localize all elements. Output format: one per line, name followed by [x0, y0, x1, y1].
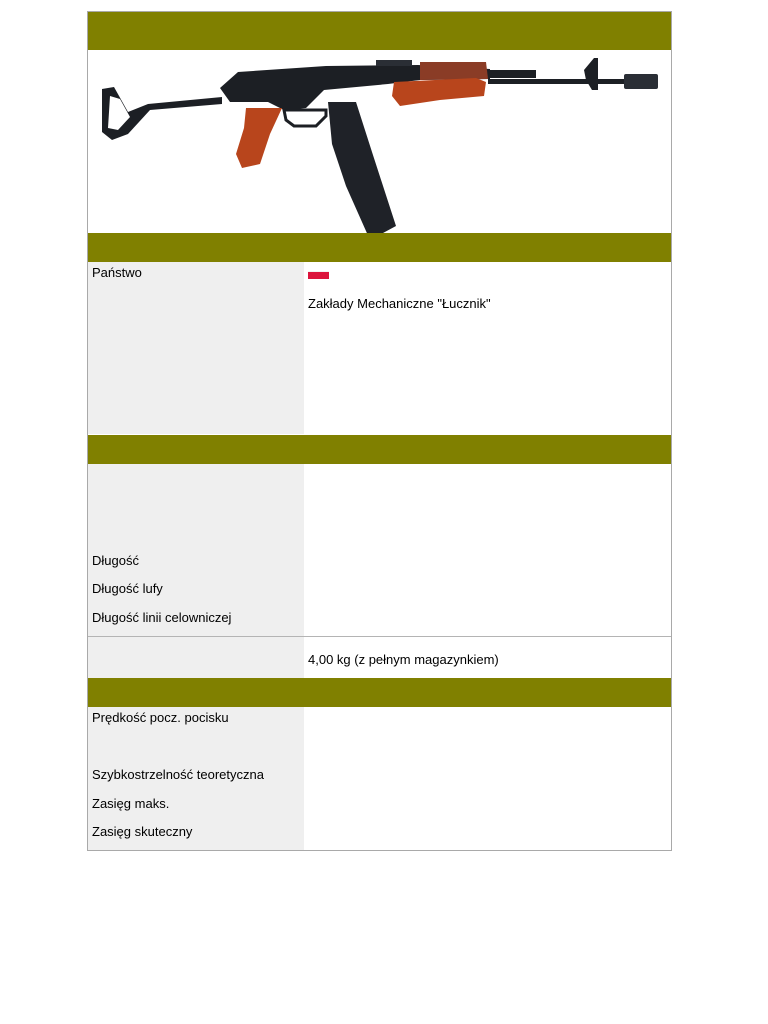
folding-stock-shape — [102, 87, 222, 140]
magazine-shape — [328, 102, 396, 233]
effective-range-label: Zasięg skuteczny — [92, 824, 193, 839]
section-band-dimensions — [88, 435, 671, 464]
barrel-shape — [488, 79, 628, 84]
general-value-cell — [304, 262, 671, 434]
pistol-grip-shape — [236, 108, 282, 168]
performance-value-cell — [304, 707, 671, 850]
weight-value-cell — [304, 637, 671, 678]
front-sight-shape — [584, 58, 598, 90]
manufacturer-value: Zakłady Mechaniczne "Łucznik" — [308, 296, 491, 311]
sight-line-length-label: Długość linii celowniczej — [92, 610, 232, 625]
performance-label-cell — [88, 707, 304, 850]
dimensions-label-cell — [88, 464, 304, 636]
section-band-performance — [88, 678, 671, 707]
country-label: Państwo — [92, 265, 142, 280]
general-label-cell — [88, 262, 304, 434]
upper-handguard-shape — [420, 62, 488, 80]
rifle-image — [88, 50, 671, 233]
rifle-photo-svg — [88, 50, 671, 233]
trigger-guard-shape — [284, 110, 326, 126]
section-band-general — [88, 233, 671, 262]
dimensions-value-cell — [304, 464, 671, 636]
infobox-title-band — [88, 12, 671, 50]
weight-value: 4,00 kg (z pełnym magazynkiem) — [308, 652, 499, 667]
gas-tube-shape — [488, 70, 536, 78]
lower-handguard-shape — [392, 78, 486, 106]
rate-of-fire-label: Szybkostrzelność teoretyczna — [92, 767, 264, 782]
weapon-infobox — [87, 11, 672, 851]
rear-sight-shape — [376, 60, 412, 66]
barrel-length-label: Długość lufy — [92, 581, 163, 596]
muzzle-velocity-label: Prędkość pocz. pocisku — [92, 710, 229, 725]
poland-flag-icon — [308, 271, 329, 279]
muzzle-brake-shape — [624, 74, 658, 89]
length-label: Długość — [92, 553, 139, 568]
max-range-label: Zasięg maks. — [92, 796, 170, 811]
weight-label-cell — [88, 637, 304, 678]
